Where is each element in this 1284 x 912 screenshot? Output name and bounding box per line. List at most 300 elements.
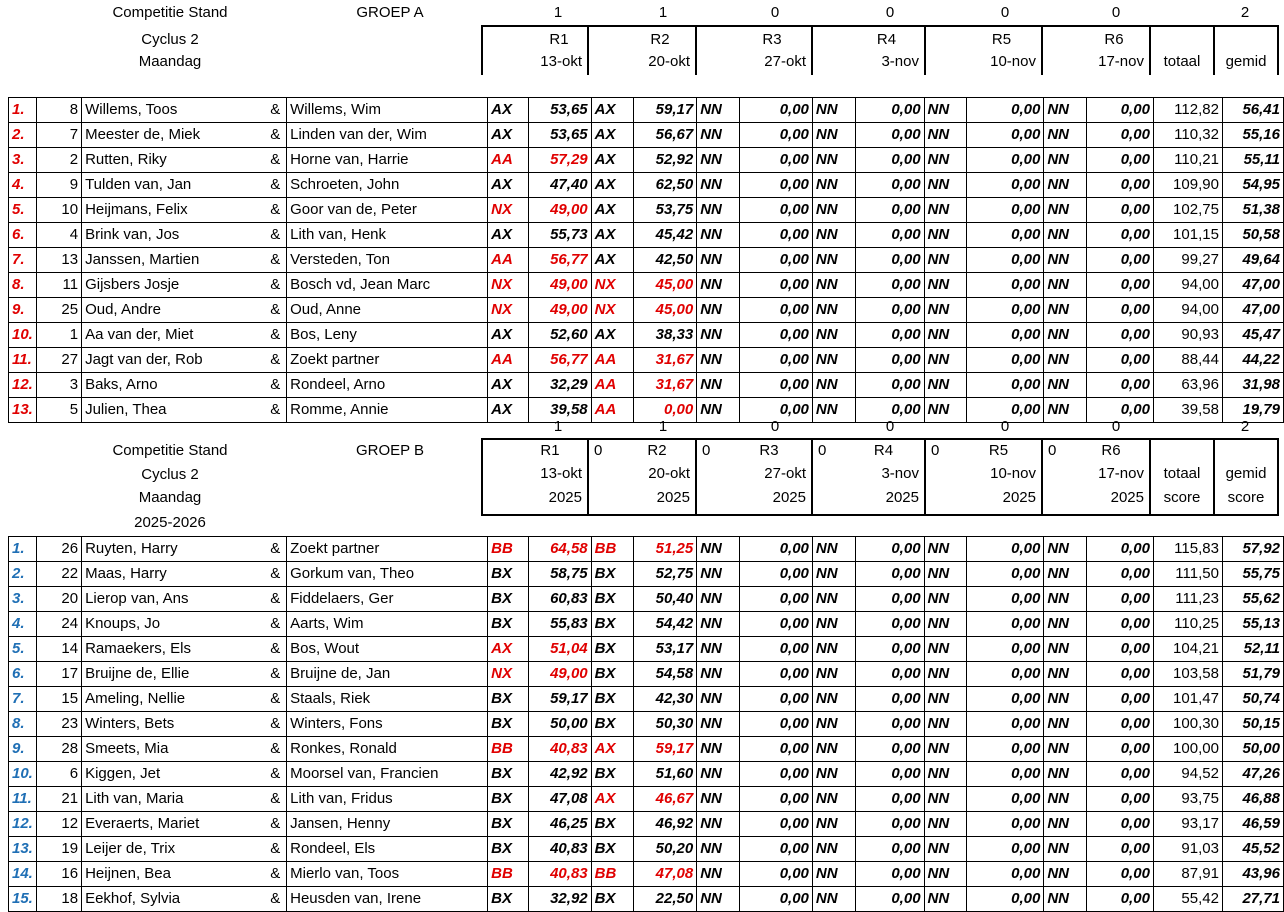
round-3-code: NN — [697, 298, 740, 323]
round-4-code: NN — [812, 612, 855, 637]
player-2-name: Linden van der, Wim — [287, 123, 488, 148]
round-6-code: NN — [1044, 537, 1087, 562]
round-4-score: 0,00 — [855, 862, 924, 887]
average-score-label: score — [1227, 489, 1265, 506]
round-3-code: NN — [697, 662, 740, 687]
total-score: 104,21 — [1153, 637, 1222, 662]
round-1-code: AX — [488, 373, 529, 398]
round-5-score: 0,00 — [967, 398, 1044, 423]
round-3-score: 0,00 — [739, 662, 812, 687]
round-date: 10-nov — [990, 53, 1036, 70]
round-2-score: 46,67 — [634, 787, 697, 812]
round-3-code: NN — [697, 198, 740, 223]
round-label: R6 — [1104, 31, 1124, 48]
round-5-score: 0,00 — [967, 248, 1044, 273]
rank: 6. — [9, 662, 37, 687]
round-4-score: 0,00 — [855, 887, 924, 912]
total-score: 39,58 — [1153, 398, 1222, 423]
round-2-code: BX — [591, 637, 634, 662]
round-1-code: AX — [488, 123, 529, 148]
round-3-score: 0,00 — [739, 787, 812, 812]
round-4-code: NN — [812, 398, 855, 423]
round-label: R3 — [762, 31, 782, 48]
round-5-code: NN — [924, 373, 967, 398]
round-5-score: 0,00 — [967, 348, 1044, 373]
round-4-code: NN — [812, 373, 855, 398]
total-score: 110,25 — [1153, 612, 1222, 637]
round-1-score: 55,83 — [528, 612, 591, 637]
round-year: 2025 — [885, 489, 919, 506]
ampersand: & — [264, 562, 286, 587]
round-date: 17-nov — [1098, 465, 1144, 482]
average-score: 46,88 — [1222, 787, 1283, 812]
round-4-score: 0,00 — [855, 837, 924, 862]
player-1-name: Ramaekers, Els — [82, 637, 265, 662]
round-3-score: 0,00 — [739, 887, 812, 912]
average-score: 50,15 — [1222, 712, 1283, 737]
round-3-code: NN — [697, 687, 740, 712]
total-score: 94,00 — [1153, 298, 1222, 323]
round-6-score: 0,00 — [1086, 837, 1153, 862]
round-6-code: NN — [1044, 887, 1087, 912]
round-4-score: 0,00 — [855, 173, 924, 198]
round-6-code: NN — [1044, 198, 1087, 223]
round-2-code: BX — [591, 687, 634, 712]
round-2-code: AA — [591, 348, 634, 373]
pair-number: 6 — [37, 762, 82, 787]
round-1-code: AX — [488, 98, 529, 123]
round-4-score: 0,00 — [855, 737, 924, 762]
round-1-score: 40,83 — [528, 837, 591, 862]
round-year: 2025 — [1110, 489, 1144, 506]
round-2-code: BX — [591, 562, 634, 587]
round-1-code: NX — [488, 273, 529, 298]
round-label: R2 — [647, 442, 667, 459]
ampersand: & — [264, 373, 286, 398]
round-4-code: NN — [812, 862, 855, 887]
pair-number: 28 — [37, 737, 82, 762]
round-1-score: 47,40 — [528, 173, 591, 198]
pair-number: 11 — [37, 273, 82, 298]
round-2-code: AA — [591, 398, 634, 423]
table-row — [9, 373, 1284, 398]
rank: 1. — [9, 537, 37, 562]
table-row — [9, 273, 1284, 298]
round-5-code: NN — [924, 298, 967, 323]
player-1-name: Ruyten, Harry — [82, 537, 265, 562]
player-2-name: Rondeel, Arno — [287, 373, 488, 398]
round-4-code: NN — [812, 273, 855, 298]
round-6-code: NN — [1044, 712, 1087, 737]
round-3-score: 0,00 — [739, 712, 812, 737]
average-score: 46,59 — [1222, 812, 1283, 837]
player-2-name: Rondeel, Els — [287, 837, 488, 862]
player-2-name: Bosch vd, Jean Marc — [287, 273, 488, 298]
player-1-name: Baks, Arno — [82, 373, 265, 398]
ampersand: & — [264, 862, 286, 887]
round-3-score: 0,00 — [739, 198, 812, 223]
pair-number: 9 — [37, 173, 82, 198]
round-5-score: 0,00 — [967, 173, 1044, 198]
player-2-name: Moorsel van, Francien — [287, 762, 488, 787]
round-4-code: NN — [812, 148, 855, 173]
round-2-score: 53,17 — [634, 637, 697, 662]
round-4-score: 0,00 — [855, 373, 924, 398]
round-1-score: 49,00 — [528, 273, 591, 298]
round-1-code: BX — [488, 587, 529, 612]
round-1-code: NX — [488, 298, 529, 323]
round-4-score: 0,00 — [855, 762, 924, 787]
ampersand: & — [264, 812, 286, 837]
round-2-code: AX — [591, 123, 634, 148]
player-1-name: Winters, Bets — [82, 712, 265, 737]
round-5-score: 0,00 — [967, 537, 1044, 562]
total-label: totaal — [1163, 53, 1201, 70]
round-label: R1 — [549, 31, 569, 48]
pair-number: 7 — [37, 123, 82, 148]
player-1-name: Leijer de, Trix — [82, 837, 265, 862]
round-1-score: 53,65 — [528, 123, 591, 148]
round-2-score: 59,17 — [634, 98, 697, 123]
round-zero: 0 — [702, 442, 711, 459]
round-1-score: 32,92 — [528, 887, 591, 912]
round-4-code: NN — [812, 687, 855, 712]
round-2-code: BX — [591, 587, 634, 612]
round-6-score: 0,00 — [1086, 537, 1153, 562]
round-2-code: BX — [591, 837, 634, 862]
average-score: 51,79 — [1222, 662, 1283, 687]
round-2-score: 50,20 — [634, 837, 697, 862]
round-4-code: NN — [812, 762, 855, 787]
ampersand: & — [264, 637, 286, 662]
round-label: R5 — [991, 31, 1012, 48]
table-row — [9, 248, 1284, 273]
round-1-code: BB — [488, 862, 529, 887]
player-1-name: Lierop van, Ans — [82, 587, 265, 612]
round-6-score: 0,00 — [1086, 173, 1153, 198]
round-date: 3-nov — [881, 53, 919, 70]
total-score: 99,27 — [1153, 248, 1222, 273]
rank: 13. — [9, 398, 37, 423]
round-2-code: AX — [591, 323, 634, 348]
round-2-score: 42,30 — [634, 687, 697, 712]
rank: 12. — [9, 373, 37, 398]
round-6-score: 0,00 — [1086, 562, 1153, 587]
round-6-code: NN — [1044, 223, 1087, 248]
ampersand: & — [264, 837, 286, 862]
round-count: 1 — [553, 4, 563, 21]
total-score: 110,32 — [1153, 123, 1222, 148]
group-b-table — [0, 536, 1284, 912]
round-3-score: 0,00 — [739, 398, 812, 423]
player-2-name: Gorkum van, Theo — [287, 562, 488, 587]
round-label: R6 — [1101, 442, 1121, 459]
round-2-score: 62,50 — [634, 173, 697, 198]
round-4-code: NN — [812, 537, 855, 562]
group-label: GROEP B — [355, 442, 425, 459]
average-score: 43,96 — [1222, 862, 1283, 887]
ampersand: & — [264, 198, 286, 223]
player-2-name: Bos, Leny — [287, 323, 488, 348]
total-score: 87,91 — [1153, 862, 1222, 887]
round-2-score: 46,92 — [634, 812, 697, 837]
round-5-code: NN — [924, 762, 967, 787]
round-4-code: NN — [812, 737, 855, 762]
table-row — [9, 712, 1284, 737]
ampersand: & — [264, 887, 286, 912]
table-row — [9, 612, 1284, 637]
total-score: 109,90 — [1153, 173, 1222, 198]
table-row — [9, 148, 1284, 173]
round-5-code: NN — [924, 787, 967, 812]
round-4-score: 0,00 — [855, 587, 924, 612]
player-1-name: Meester de, Miek — [82, 123, 265, 148]
round-5-code: NN — [924, 198, 967, 223]
round-1-code: BX — [488, 762, 529, 787]
rank: 11. — [9, 348, 37, 373]
round-1-code: BB — [488, 537, 529, 562]
player-1-name: Lith van, Maria — [82, 787, 265, 812]
player-1-name: Everaerts, Mariet — [82, 812, 265, 837]
round-4-code: NN — [812, 298, 855, 323]
round-6-score: 0,00 — [1086, 323, 1153, 348]
round-5-score: 0,00 — [967, 298, 1044, 323]
round-2-score: 0,00 — [634, 398, 697, 423]
round-6-score: 0,00 — [1086, 687, 1153, 712]
round-3-score: 0,00 — [739, 737, 812, 762]
table-row — [9, 587, 1284, 612]
round-3-score: 0,00 — [739, 173, 812, 198]
rank: 12. — [9, 812, 37, 837]
player-2-name: Oud, Anne — [287, 298, 488, 323]
table-row — [9, 562, 1284, 587]
round-2-score: 54,58 — [634, 662, 697, 687]
round-5-score: 0,00 — [967, 273, 1044, 298]
player-2-name: Ronkes, Ronald — [287, 737, 488, 762]
round-count: 2 — [1240, 418, 1250, 435]
ampersand: & — [264, 687, 286, 712]
group-b-header — [0, 415, 1284, 535]
round-6-code: NN — [1044, 562, 1087, 587]
pair-number: 14 — [37, 637, 82, 662]
table-row — [9, 862, 1284, 887]
round-3-code: NN — [697, 762, 740, 787]
round-2-score: 42,50 — [634, 248, 697, 273]
round-4-code: NN — [812, 348, 855, 373]
total-score: 93,75 — [1153, 787, 1222, 812]
ampersand: & — [264, 587, 286, 612]
round-5-score: 0,00 — [967, 812, 1044, 837]
round-3-code: NN — [697, 537, 740, 562]
average-score: 51,38 — [1222, 198, 1283, 223]
rank: 6. — [9, 223, 37, 248]
round-count: 1 — [553, 418, 563, 435]
round-date: 17-nov — [1098, 53, 1144, 70]
round-2-code: AX — [591, 787, 634, 812]
round-2-score: 45,00 — [634, 298, 697, 323]
round-6-code: NN — [1044, 98, 1087, 123]
average-score: 55,11 — [1222, 148, 1283, 173]
round-4-code: NN — [812, 248, 855, 273]
day-label: Maandag — [138, 489, 202, 506]
round-4-code: NN — [812, 637, 855, 662]
round-label: R4 — [873, 442, 894, 459]
round-6-score: 0,00 — [1086, 712, 1153, 737]
ampersand: & — [264, 612, 286, 637]
round-3-score: 0,00 — [739, 373, 812, 398]
round-year: 2025 — [1002, 489, 1036, 506]
round-date: 3-nov — [881, 465, 919, 482]
round-5-code: NN — [924, 123, 967, 148]
round-2-code: BB — [591, 862, 634, 887]
round-count: 0 — [1111, 4, 1121, 21]
player-1-name: Julien, Thea — [82, 398, 265, 423]
round-6-score: 0,00 — [1086, 198, 1153, 223]
round-3-code: NN — [697, 637, 740, 662]
round-5-code: NN — [924, 637, 967, 662]
round-3-score: 0,00 — [739, 862, 812, 887]
round-6-code: NN — [1044, 687, 1087, 712]
pair-number: 12 — [37, 812, 82, 837]
round-3-score: 0,00 — [739, 273, 812, 298]
total-score: 112,82 — [1153, 98, 1222, 123]
round-5-code: NN — [924, 887, 967, 912]
round-3-score: 0,00 — [739, 812, 812, 837]
round-2-code: BB — [591, 537, 634, 562]
round-3-code: NN — [697, 787, 740, 812]
round-5-code: NN — [924, 687, 967, 712]
round-2-code: BX — [591, 812, 634, 837]
round-4-score: 0,00 — [855, 562, 924, 587]
ampersand: & — [264, 762, 286, 787]
round-1-code: AX — [488, 637, 529, 662]
round-6-code: NN — [1044, 323, 1087, 348]
round-2-score: 31,67 — [634, 348, 697, 373]
round-4-code: NN — [812, 662, 855, 687]
pair-number: 25 — [37, 298, 82, 323]
total-score: 91,03 — [1153, 837, 1222, 862]
round-date: 27-okt — [764, 53, 806, 70]
average-score: 50,74 — [1222, 687, 1283, 712]
player-1-name: Eekhof, Sylvia — [82, 887, 265, 912]
round-4-score: 0,00 — [855, 148, 924, 173]
round-5-score: 0,00 — [967, 637, 1044, 662]
round-2-code: BX — [591, 612, 634, 637]
pair-number: 8 — [37, 98, 82, 123]
round-2-score: 52,75 — [634, 562, 697, 587]
round-4-code: NN — [812, 198, 855, 223]
round-6-code: NN — [1044, 298, 1087, 323]
player-1-name: Heijmans, Felix — [82, 198, 265, 223]
round-6-code: NN — [1044, 248, 1087, 273]
round-5-code: NN — [924, 812, 967, 837]
rank: 9. — [9, 298, 37, 323]
round-3-code: NN — [697, 562, 740, 587]
table-row — [9, 662, 1284, 687]
round-3-score: 0,00 — [739, 248, 812, 273]
rank: 5. — [9, 198, 37, 223]
round-6-score: 0,00 — [1086, 248, 1153, 273]
round-4-score: 0,00 — [855, 712, 924, 737]
rank: 1. — [9, 98, 37, 123]
round-4-code: NN — [812, 887, 855, 912]
pair-number: 10 — [37, 198, 82, 223]
round-5-code: NN — [924, 148, 967, 173]
round-2-score: 52,92 — [634, 148, 697, 173]
rank: 2. — [9, 562, 37, 587]
round-3-score: 0,00 — [739, 562, 812, 587]
round-count: 0 — [885, 4, 895, 21]
round-2-score: 59,17 — [634, 737, 697, 762]
round-year: 2025 — [656, 489, 690, 506]
round-1-score: 51,04 — [528, 637, 591, 662]
round-6-code: NN — [1044, 123, 1087, 148]
rank: 15. — [9, 887, 37, 912]
round-6-code: NN — [1044, 787, 1087, 812]
round-6-code: NN — [1044, 812, 1087, 837]
round-1-score: 50,00 — [528, 712, 591, 737]
round-3-score: 0,00 — [739, 223, 812, 248]
table-row — [9, 123, 1284, 148]
ampersand: & — [264, 712, 286, 737]
average-score: 52,11 — [1222, 637, 1283, 662]
rank: 7. — [9, 248, 37, 273]
round-2-code: AX — [591, 248, 634, 273]
round-4-code: NN — [812, 123, 855, 148]
rank: 3. — [9, 587, 37, 612]
round-4-code: NN — [812, 223, 855, 248]
rank: 5. — [9, 637, 37, 662]
round-6-score: 0,00 — [1086, 587, 1153, 612]
round-3-code: NN — [697, 398, 740, 423]
round-label: R3 — [759, 442, 779, 459]
round-4-score: 0,00 — [855, 398, 924, 423]
round-1-score: 40,83 — [528, 862, 591, 887]
round-3-score: 0,00 — [739, 587, 812, 612]
round-1-code: BX — [488, 687, 529, 712]
round-5-score: 0,00 — [967, 373, 1044, 398]
round-1-score: 57,29 — [528, 148, 591, 173]
round-3-code: NN — [697, 148, 740, 173]
round-count: 0 — [770, 4, 780, 21]
player-1-name: Kiggen, Jet — [82, 762, 265, 787]
round-3-code: NN — [697, 273, 740, 298]
pair-number: 13 — [37, 248, 82, 273]
ampersand: & — [264, 537, 286, 562]
round-zero: 0 — [1048, 442, 1057, 459]
round-3-score: 0,00 — [739, 298, 812, 323]
round-1-score: 40,83 — [528, 737, 591, 762]
round-5-code: NN — [924, 348, 967, 373]
round-3-code: NN — [697, 223, 740, 248]
competition-title: Competitie Stand — [112, 4, 228, 21]
round-5-score: 0,00 — [967, 687, 1044, 712]
player-2-name: Fiddelaers, Ger — [287, 587, 488, 612]
round-6-code: NN — [1044, 637, 1087, 662]
round-6-code: NN — [1044, 273, 1087, 298]
round-4-code: NN — [812, 712, 855, 737]
player-2-name: Romme, Annie — [287, 398, 488, 423]
player-2-name: Horne van, Harrie — [287, 148, 488, 173]
round-6-score: 0,00 — [1086, 887, 1153, 912]
table-row — [9, 837, 1284, 862]
round-year: 2025 — [548, 489, 582, 506]
round-4-code: NN — [812, 812, 855, 837]
average-score: 47,00 — [1222, 273, 1283, 298]
round-4-code: NN — [812, 173, 855, 198]
round-3-code: NN — [697, 887, 740, 912]
round-2-score: 45,00 — [634, 273, 697, 298]
